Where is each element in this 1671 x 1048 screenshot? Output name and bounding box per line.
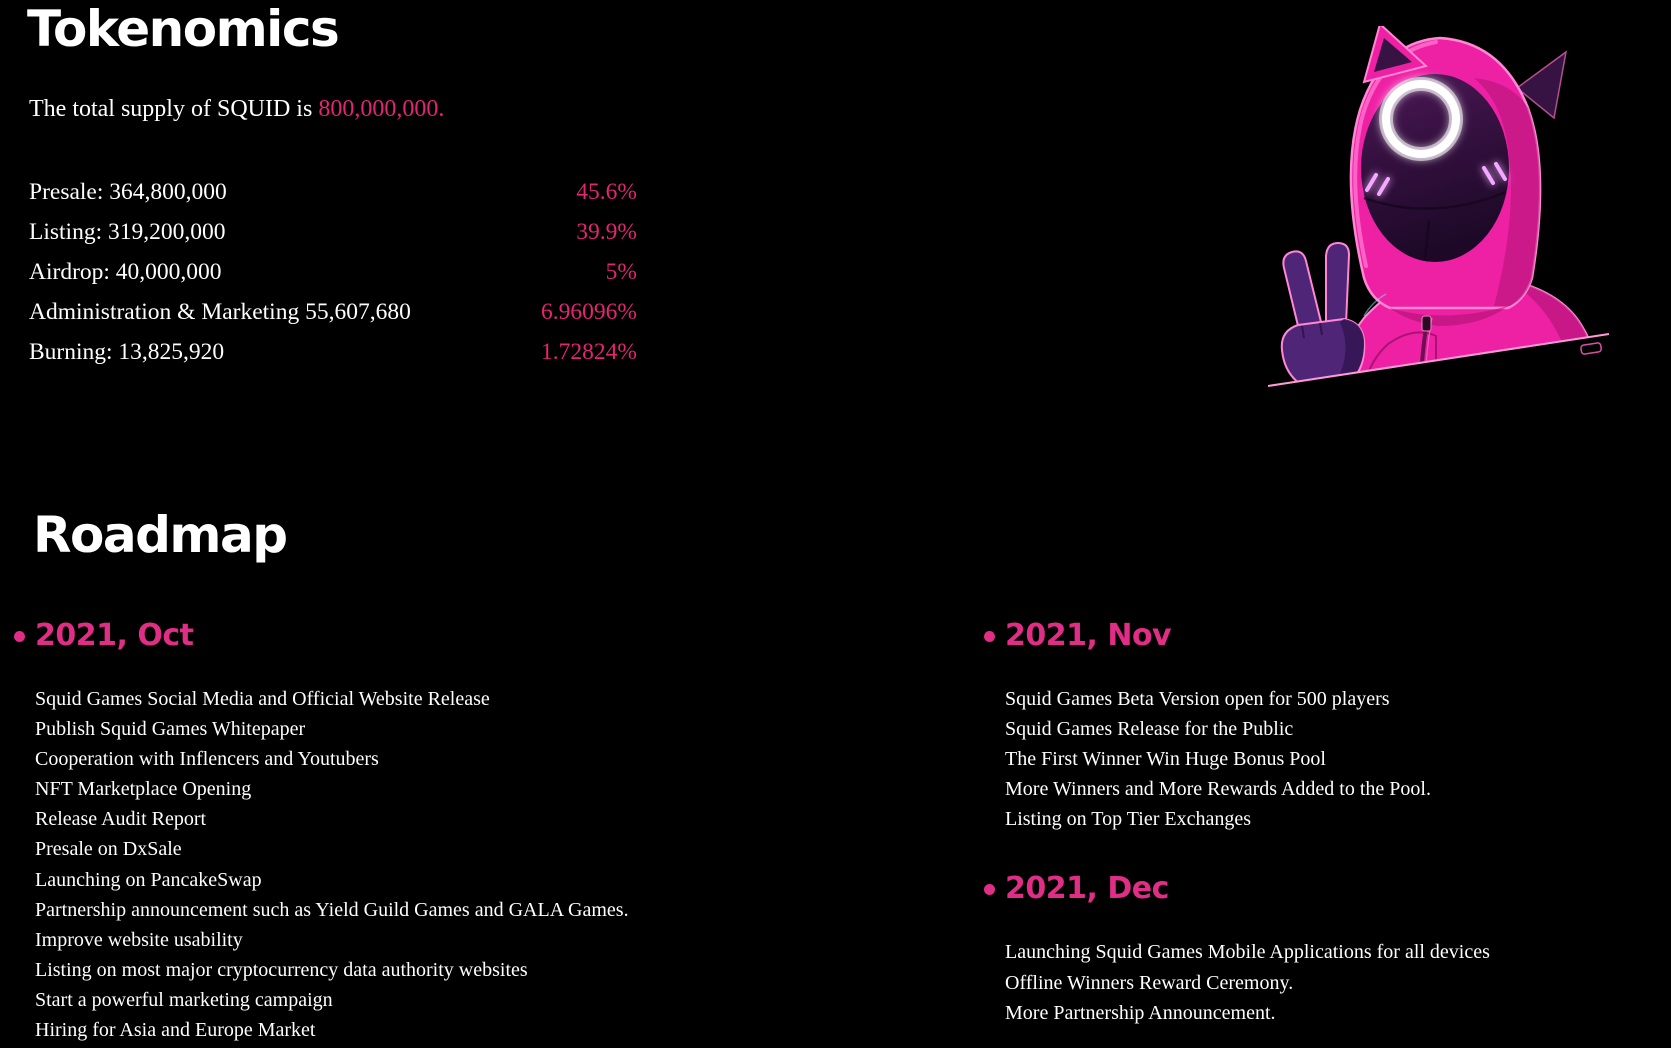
milestone-header: [984, 871, 1654, 907]
roadmap-item: Release Audit Report: [35, 808, 207, 831]
roadmap-item: Cooperation with Inflencers and Youtubers: [35, 748, 379, 771]
roadmap-milestone-oct: [14, 618, 894, 1045]
milestone-item-list: [14, 684, 894, 1045]
milestone-item-list: [984, 684, 1654, 834]
token-distribution-label: Presale: 364,800,000: [29, 178, 227, 205]
squid-mascot-illustration: [1268, 26, 1613, 400]
token-distribution-percent: 5%: [605, 258, 637, 285]
token-distribution-label: Administration & Marketing 55,607,680: [29, 298, 411, 325]
roadmap-item: Squid Games Social Media and Official Website Release: [35, 688, 490, 710]
roadmap-item: Improve website usability: [35, 928, 243, 951]
milestone-date: 2021, Dec: [1005, 871, 1169, 907]
total-supply-value: 800,000,000.: [318, 96, 445, 122]
roadmap-item: Squid Games Release for the Public: [1005, 718, 1294, 741]
roadmap-item: The First Winner Win Huge Bonus Pool: [1005, 748, 1326, 771]
roadmap-item: Hiring for Asia and Europe Market: [35, 1019, 316, 1042]
milestone-item-list: [984, 937, 1654, 1027]
roadmap-item: Publish Squid Games Whitepaper: [35, 718, 306, 741]
token-distribution-percent: 6.96096%: [541, 298, 637, 325]
token-distribution-label: Listing: 319,200,000: [29, 218, 226, 245]
roadmap-item: Offline Winners Reward Ceremony.: [1005, 971, 1294, 994]
token-distribution-percent: 39.9%: [576, 218, 637, 245]
roadmap-milestone-nov: [984, 618, 1654, 834]
token-distribution-row: [29, 292, 637, 332]
roadmap-item: Launching Squid Games Mobile Applications for all devices: [1005, 941, 1490, 964]
roadmap-column-right: [984, 618, 1654, 1028]
roadmap-milestone-dec: [984, 871, 1654, 1027]
milestone-header: [984, 618, 1654, 654]
milestone-header: [14, 618, 894, 654]
roadmap-item: NFT Marketplace Opening: [35, 778, 252, 801]
milestone-bullet-icon: [984, 631, 995, 642]
roadmap-item: More Winners and More Rewards Added to the Pool.: [1005, 778, 1431, 801]
squid-mascot-drawing: [1268, 26, 1613, 400]
milestone-bullet-icon: [14, 631, 25, 642]
roadmap-column-left: [14, 618, 894, 1045]
token-distribution-label: Airdrop: 40,000,000: [29, 258, 222, 285]
roadmap-item: Squid Games Beta Version open for 500 players: [1005, 688, 1390, 710]
token-distribution-row: [29, 332, 637, 372]
token-distribution-percent: 1.72824%: [541, 338, 637, 365]
milestone-date: 2021, Oct: [35, 618, 194, 653]
total-supply-text: The total supply of SQUID is: [29, 96, 319, 122]
milestone-bullet-icon: [984, 884, 995, 895]
roadmap-item: Listing on most major cryptocurrency data authority websites: [35, 958, 528, 981]
roadmap-item: Start a powerful marketing campaign: [35, 988, 333, 1011]
token-distribution-label: Burning: 13,825,920: [29, 338, 225, 365]
roadmap-item: Presale on DxSale: [35, 838, 182, 861]
tokenomics-title: Tokenomics: [27, 0, 339, 58]
token-distribution-percent: 45.6%: [576, 178, 637, 205]
total-supply-line: [29, 96, 444, 123]
milestone-date: 2021, Nov: [1005, 618, 1172, 653]
roadmap-title: Roadmap: [33, 506, 287, 564]
token-distribution-table: [29, 172, 637, 372]
roadmap-item: Listing on Top Tier Exchanges: [1005, 808, 1252, 831]
roadmap-item: Launching on PancakeSwap: [35, 868, 262, 891]
token-distribution-row: [29, 212, 637, 252]
token-distribution-row: [29, 252, 637, 292]
roadmap-item: More Partnership Announcement.: [1005, 1001, 1276, 1024]
token-distribution-row: [29, 172, 637, 212]
roadmap-item: Partnership announcement such as Yield Guild Games and GALA Games.: [35, 898, 629, 921]
